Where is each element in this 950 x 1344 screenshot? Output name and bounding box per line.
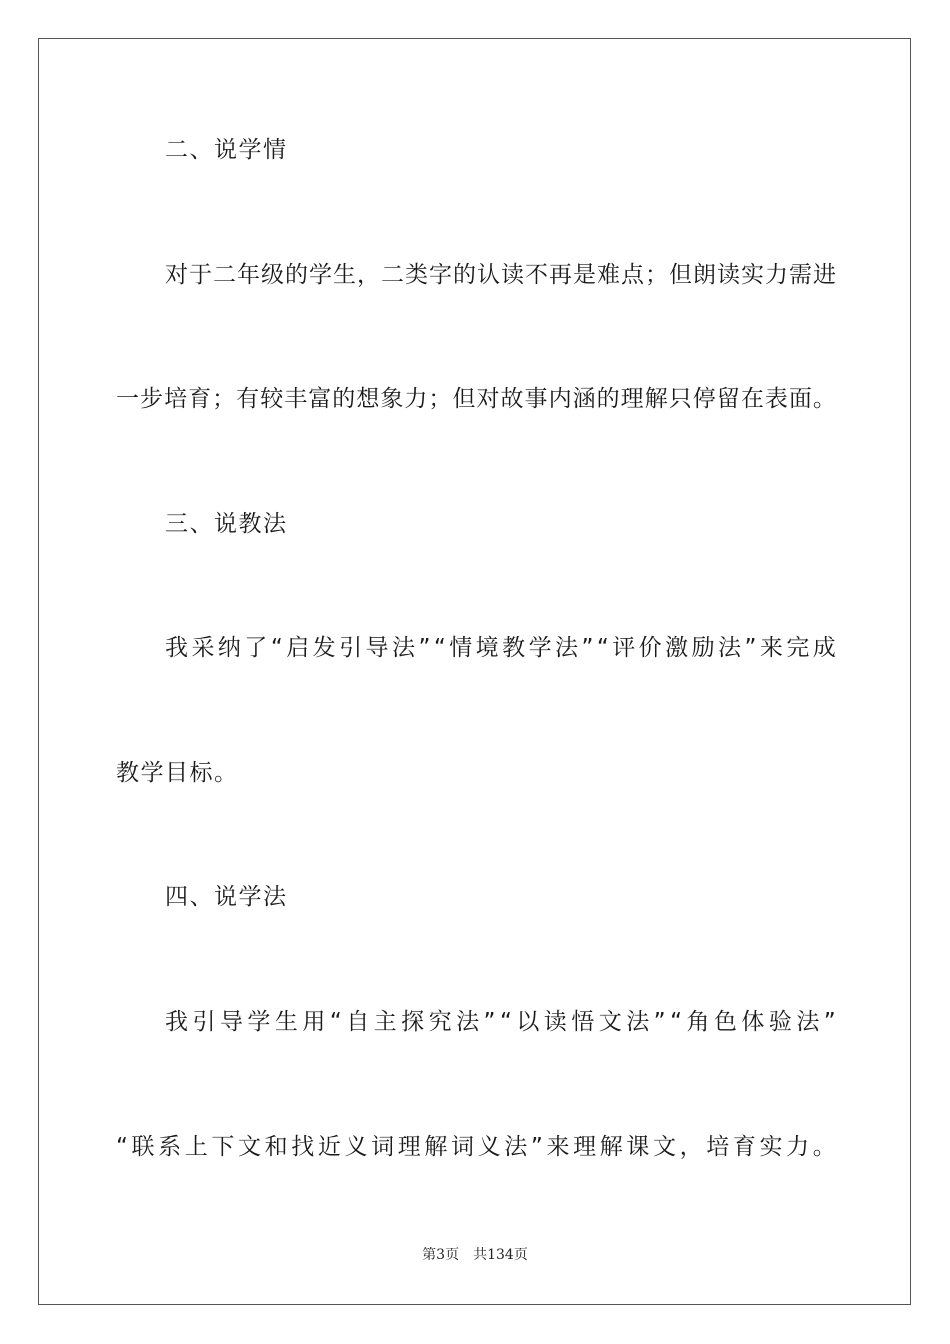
heading-learning-method: 四、说学法 xyxy=(165,884,288,910)
paragraph-line: 对 于 二 年 级 的 学 生 ， 二 类 字 的 认 读 不 再 是 难 点 ； 但 朗 读 实 力 需 进 xyxy=(165,262,836,288)
heading-learning-situation: 二、说学情 xyxy=(165,137,288,163)
page-total: 共134页 xyxy=(473,1247,528,1263)
page-footer xyxy=(0,1246,950,1264)
heading-teaching-method: 三、说教法 xyxy=(165,511,288,537)
paragraph-line: 我 采 纳 了 “ 启 发 引 导 法 ” “ 情 境 教 学 法 ” “ 评 价 激 励 法 ” 来 完 成 xyxy=(165,635,836,661)
page-frame xyxy=(38,38,911,1305)
paragraph-line: 教学目标。 xyxy=(116,760,239,786)
paragraph-line: “ 联 系 上 下 文 和 找 近 义 词 理 解 词 义 法 ” 来 理 解 课 文 ， 培 育 实 力 。 xyxy=(116,1134,836,1160)
paragraph-line: 我 引 导 学 生 用 “ 自 主 探 究 法 ” “ 以 读 悟 文 法 ” “ 角 色 体 验 法 ” xyxy=(165,1009,836,1035)
page-number: 第3页 xyxy=(422,1247,460,1263)
paragraph-line: 一 步 培 育 ； 有 较 丰 富 的 想 象 力 ； 但 对 故 事 内 涵 的 理 解 只 停 留 在 表 面 。 xyxy=(116,386,836,412)
